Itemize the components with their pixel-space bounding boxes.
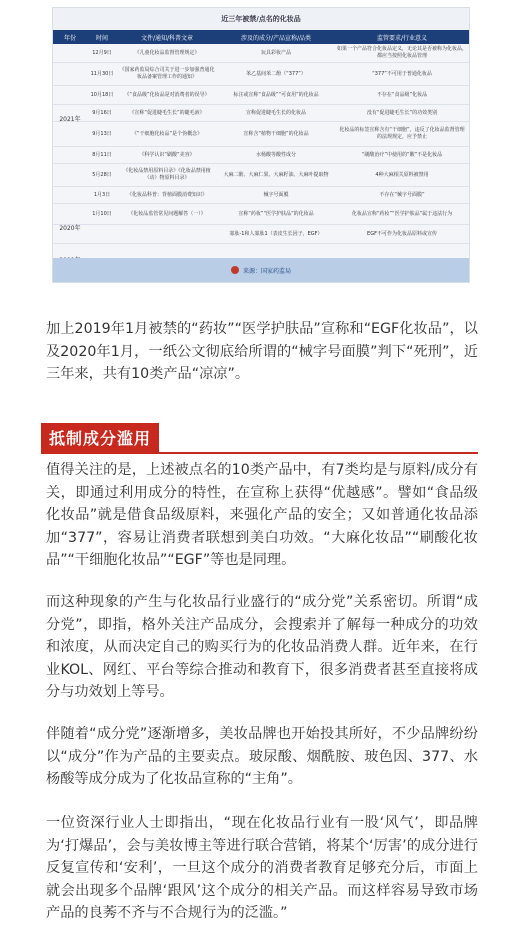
regulation-table-image [52, 7, 470, 283]
table-cell: 9月16日 [92, 109, 112, 116]
table-cell [117, 233, 217, 235]
table-cell: “刷酸治疗”中使用的“酸”不是化妆品 [361, 151, 443, 158]
nmpa-logo-icon [231, 266, 239, 274]
table-row [53, 63, 469, 86]
table-cell: 寡肽-1和人寡肽1（表皮生长因子，EGF） [229, 230, 323, 237]
table-cell: 没有“促进睫毛生长”的功效类别 [366, 109, 438, 116]
table-cell: 1月3日 [93, 191, 111, 198]
table-footer [53, 258, 469, 282]
table-cell: 械字号面膜 [263, 191, 289, 198]
paragraph-4: 伴随着“成分党”逐渐增多，美妆品牌也开始投其所好，不少品牌纷纷以“成分”作为产品的主要卖点。玻尿酸、烟酰胺、玻色因、377、水杨酸等成分成为了化妆品宣称的“主角”。 [46, 726, 478, 787]
table-cell: 5月28日 [92, 171, 112, 178]
table-cell: 《化妆品监管常见问题解答（一）》 [128, 210, 206, 217]
table-row [53, 225, 469, 244]
table-cell [87, 233, 117, 235]
table-cell: 《国家药监局综合司关于进一步加强普通化妆品备案管理工作的通知》 [119, 67, 215, 80]
year-2020: 2020年 [59, 225, 81, 232]
year-2021: 2021年 [59, 116, 81, 123]
table-row [53, 164, 469, 187]
table-cell: 化妆品的标签宣称含有“干细胞”，违反了化妆品监督管理的法规规定，应予禁止 [339, 127, 465, 140]
year-cell [53, 94, 87, 96]
table-cell: 《儿童化妆品监督管理规定》 [134, 49, 200, 56]
table-cell: 玩具彩妆产品 [260, 49, 291, 56]
table-cell: 4种大麻相关原料被禁用 [375, 171, 429, 178]
table-cell: 化妆品宣称“药妆”“医学护肤品”属于违法行为 [351, 210, 453, 217]
year-cell [53, 52, 87, 54]
header-date: 时间 [95, 34, 108, 42]
table-row [53, 44, 469, 63]
table-body [53, 44, 469, 244]
table-row [53, 147, 469, 164]
table-row [53, 204, 469, 225]
table-cell: 12月9日 [92, 49, 112, 56]
table-cell: 不存在“食品级”化妆品 [376, 91, 428, 98]
table-cell: 水杨酸等酸性成分 [255, 151, 296, 158]
heading-underline [41, 452, 478, 454]
header-year: 年份 [63, 34, 76, 42]
year-cell [53, 154, 87, 156]
year-cell [53, 133, 87, 135]
header-document: 文件/通知/科普文章 [140, 34, 194, 42]
table-row [53, 122, 469, 147]
table-cell: 10月18日 [90, 91, 114, 98]
table-row [53, 105, 469, 122]
table-cell: “377”不可用于普通化妆品 [372, 70, 432, 77]
table-row [53, 187, 469, 204]
paragraph-2: 值得关注的是，上述被点名的10类产品中，有7类均是与原料/成分有关，即通过利用成分的特性，在宣称上获得“优越感”。譬如“食品级化妆品”就是借食品级原料，来强化产品的安全；又如普通化妆品添加“377”，容易让消费者联想到美白功效。“大麻化妆品”“刷酸化妆品”“干细胞化妆品”“EGF”等也是同理。 [46, 462, 478, 568]
year-cell [53, 73, 87, 75]
table-header [53, 30, 469, 44]
table-cell: 宣称促进睫毛生长的化妆品 [245, 109, 306, 116]
table-row [53, 86, 469, 105]
table-cell: 9月13日 [92, 130, 112, 137]
paragraph-1: 加上2019年1月被禁的“药妆”“医学护肤品”宣称和“EGF化妆品”，以及2020年1月，一纸公文彻底给所谓的“械字号面膜”判下“死刑”，近三年来，共有10类产品“凉凉”。 [46, 321, 478, 382]
header-requirement: 监管要求/行业意义 [376, 34, 428, 42]
table-cell: 《“干细胞化妆品”是个伪概念》 [131, 130, 203, 137]
table-cell: 标注或宣称“食品级”“可食用”的化妆品 [233, 91, 319, 98]
header-ingredient: 涉及的成分/产品宣称/品类 [240, 34, 312, 42]
table-cell: 不存在“械字号面膜” [379, 191, 425, 198]
year-cell [53, 213, 87, 215]
table-cell: 《“食品级”化妆品是对消费者的误导》 [124, 91, 210, 98]
table-cell: 如果一个产品符合化妆品定义，无论其是否被称为化妆品，都应当按照化妆品管理 [337, 46, 468, 59]
paragraph-5: 一位资深行业人士即指出，“现在化妆品行业有一股‘风气’，即品牌为‘打爆品’，会与美妆博主等进行联合营销，将某个‘厉害’的成分进行反复宣传和‘安利’，一旦这个成分的消费者教育足够充分后，市面上就会出现多个品牌‘跟风’这个成分的相关产品。而这样容易导致市场产品的良莠不齐与不合规行为的泛滥。” [46, 815, 478, 921]
table-cell: 11月30日 [90, 70, 114, 77]
table-cell: 《科学认识“刷酸”美容》 [139, 151, 195, 158]
table-source: 来源：国家药监局 [242, 267, 291, 275]
table-cell: 《化妆品科普：背植面膜消费知识》 [126, 191, 207, 198]
year-cell [53, 194, 87, 196]
section-heading: 抵制成分滥用 [41, 423, 159, 454]
table-cell: 1月10日 [92, 210, 112, 217]
table-title: 近三年被禁/点名的化妆品 [53, 8, 469, 30]
table-cell: 宣称“药妆”“医学护肤品”的化妆品 [238, 210, 314, 217]
table-cell: 《宣称“促进睫毛生长”的睫毛液》 [129, 109, 205, 116]
table-cell: 苯乙基间苯二酚（“377”） [246, 70, 306, 77]
year-cell [53, 233, 87, 235]
table-cell: EGF不可作为化妆品原料或宣传 [367, 230, 437, 237]
table-cell: 8月11日 [92, 151, 112, 158]
table-cell: 宣称含“植物干细胞”的化妆品 [243, 130, 309, 137]
paragraph-3: 而这种现象的产生与化妆品行业盛行的“成分党”关系密切。所谓“成分党”，即指，格外关注产品成分，会搜索并了解每一种成分的功效和浓度，从而决定自己的购买行为的化妆品消费人群。近年来，在行业KOL、网红、平台等综合推动和教育下，很多消费者甚至直接将成分与功效划上等号。 [46, 594, 478, 700]
year-cell [53, 174, 87, 176]
table-cell: 《化妆品禁用原料目录》《化妆品禁用植（动）物原料目录》 [123, 168, 211, 181]
table-cell: 大麻二酚、大麻仁果、大麻籽油、大麻叶提取物 [223, 171, 329, 178]
